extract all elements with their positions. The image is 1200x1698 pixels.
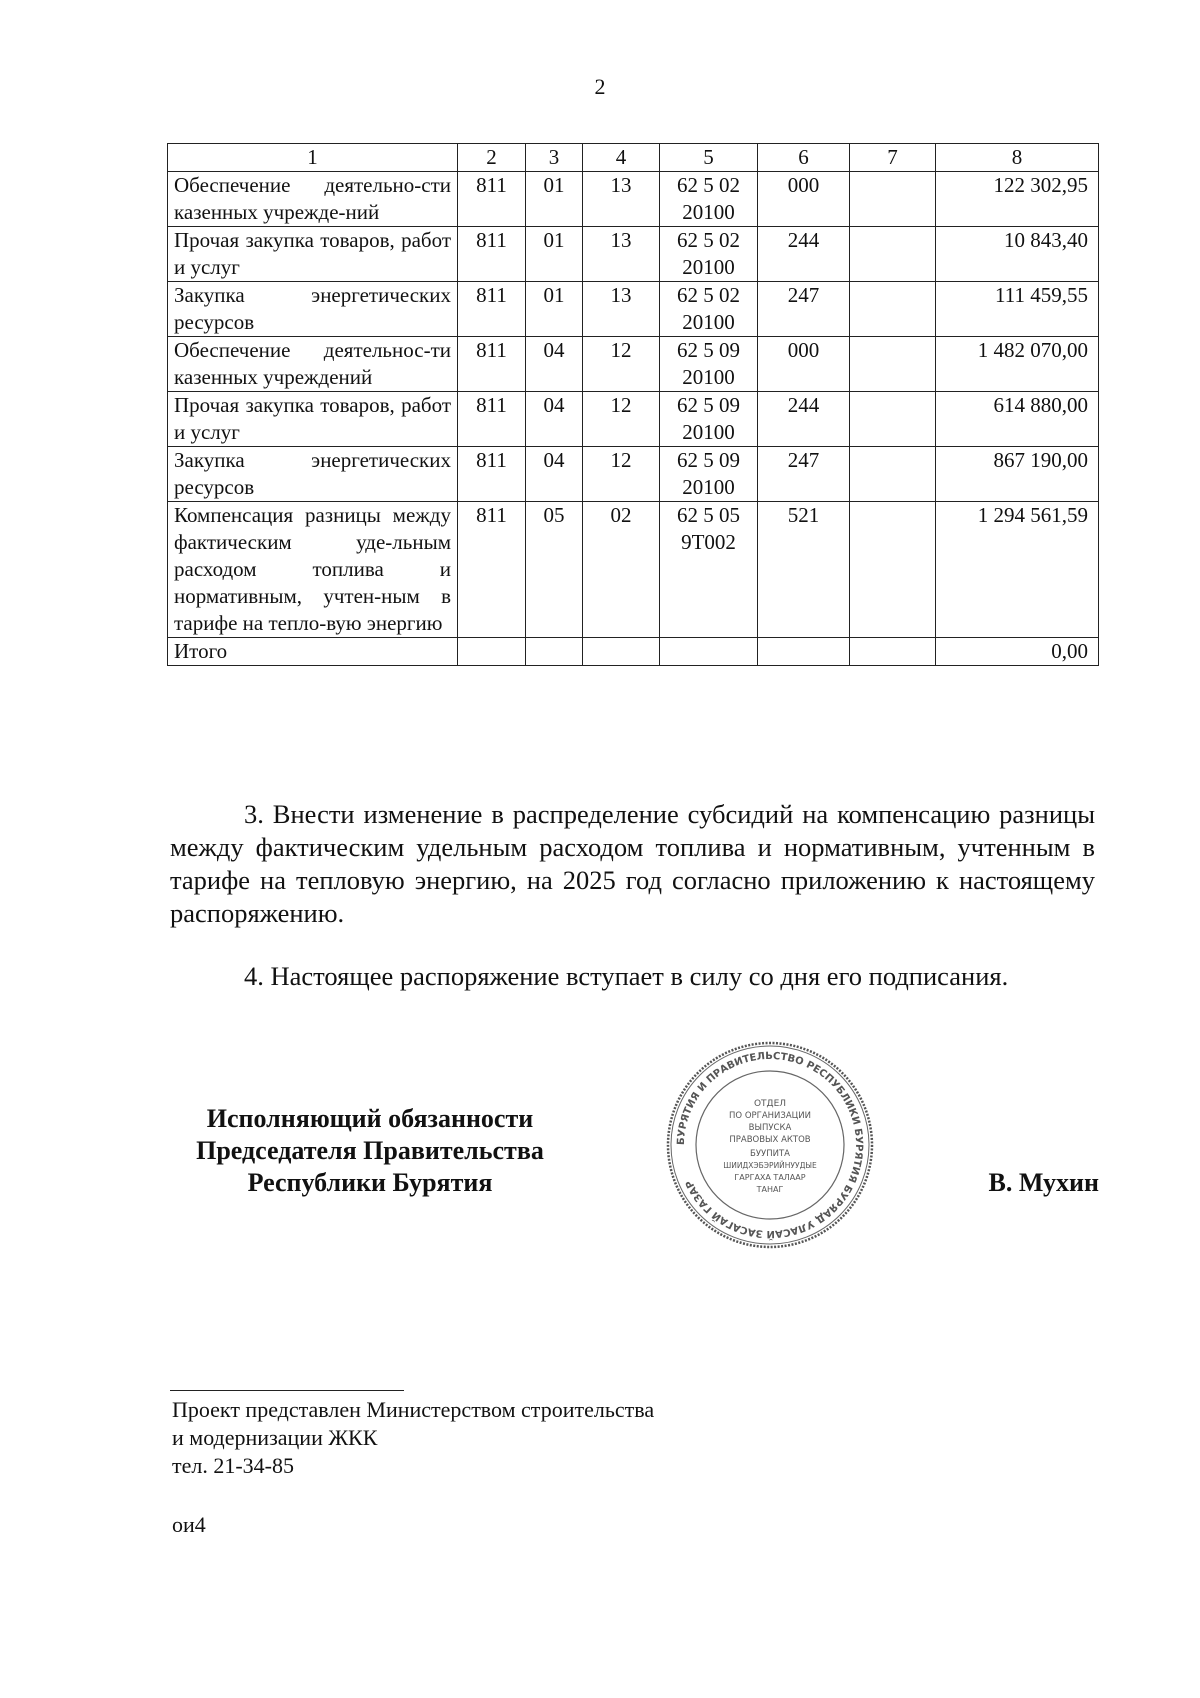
column-header: 7 bbox=[850, 144, 936, 172]
paragraph-3 bbox=[170, 798, 1095, 930]
cell-target bbox=[660, 282, 758, 337]
cell-subsection: 13 bbox=[583, 282, 660, 337]
cell-expense-type: 247 bbox=[758, 447, 850, 502]
footnote-line: тел. 21-34-85 bbox=[172, 1453, 295, 1478]
cell-subsection: 12 bbox=[583, 337, 660, 392]
row-name: Обеспечение деятельно-сти казенных учрежде-ний bbox=[168, 172, 458, 227]
column-header: 3 bbox=[526, 144, 583, 172]
signature-line: Исполняющий обязанности bbox=[206, 1104, 534, 1133]
cell-amount: 1 482 070,00 bbox=[936, 337, 1099, 392]
cell-section: 05 bbox=[526, 502, 583, 638]
stamp-inner-line: ШИИДХЭБЭРИЙНУУДЫЕ bbox=[723, 1161, 817, 1170]
column-header: 5 bbox=[660, 144, 758, 172]
paragraph-4-text: 4. Настоящее распоряжение вступает в силу со дня его подписания. bbox=[244, 961, 1009, 991]
column-header: 8 bbox=[936, 144, 1099, 172]
cell-target-part2: 20100 bbox=[682, 255, 735, 279]
cell-expense-type: 000 bbox=[758, 172, 850, 227]
footnote-line: и модернизации ЖКК bbox=[172, 1425, 378, 1450]
footnote-divider bbox=[170, 1390, 404, 1391]
cell-target bbox=[660, 392, 758, 447]
table-row bbox=[168, 282, 1099, 337]
total-value: 0,00 bbox=[936, 638, 1099, 666]
cell-target bbox=[660, 172, 758, 227]
cell-section: 01 bbox=[526, 227, 583, 282]
stamp-outer-text: БУРЯТИЯ И ПРАВИТЕЛЬСТВО РЕСПУБЛИКИ БУРЯТИЯ БУРЯАД УЛАСАЙ ЗАСАГАЙ ГАЗАР bbox=[675, 1050, 865, 1240]
cell-col7 bbox=[850, 392, 936, 447]
cell-target bbox=[660, 227, 758, 282]
table-header-row bbox=[168, 144, 1099, 172]
stamp-inner-line: БУУПИТА bbox=[750, 1149, 790, 1159]
cell-amount: 867 190,00 bbox=[936, 447, 1099, 502]
stamp-inner-line: ГАРГАХА ТАЛААР bbox=[734, 1173, 806, 1182]
budget-table bbox=[167, 143, 1099, 666]
cell-target-part1: 62 5 05 bbox=[677, 503, 740, 527]
cell-col7 bbox=[850, 502, 936, 638]
cell-expense-type: 247 bbox=[758, 282, 850, 337]
cell-target-part2: 9Т002 bbox=[681, 530, 736, 554]
cell-target-part2: 20100 bbox=[682, 365, 735, 389]
cell-amount: 614 880,00 bbox=[936, 392, 1099, 447]
paragraph-3-text: 3. Внести изменение в распределение субсидий на компенсацию разницы между фактическим удельным расходом топлива и нормативным, учтенным в тарифе на тепловую энергию, на 2025 год согласно приложению к настоящему распоряжению. bbox=[170, 799, 1095, 928]
cell-code: 811 bbox=[458, 337, 526, 392]
stamp-inner-line: ТАНАГ bbox=[756, 1185, 784, 1194]
table-row bbox=[168, 172, 1099, 227]
cell-col7 bbox=[850, 227, 936, 282]
table-row bbox=[168, 447, 1099, 502]
table-row bbox=[168, 392, 1099, 447]
cell-target-part1: 62 5 02 bbox=[677, 283, 740, 307]
cell-code: 811 bbox=[458, 392, 526, 447]
signer-name: В. Мухин bbox=[988, 1168, 1099, 1197]
cell-target-part2: 20100 bbox=[682, 420, 735, 444]
cell-code: 811 bbox=[458, 227, 526, 282]
cell-target-part1: 62 5 09 bbox=[677, 448, 740, 472]
stamp-inner-line: ПО ОРГАНИЗАЦИИ bbox=[729, 1111, 811, 1121]
cell-subsection: 02 bbox=[583, 502, 660, 638]
cell-expense-type: 000 bbox=[758, 337, 850, 392]
cell-target-part1: 62 5 02 bbox=[677, 173, 740, 197]
row-name: Закупка энергетических ресурсов bbox=[168, 282, 458, 337]
cell-section: 04 bbox=[526, 392, 583, 447]
table-row bbox=[168, 227, 1099, 282]
column-header: 1 bbox=[168, 144, 458, 172]
cell-amount: 10 843,40 bbox=[936, 227, 1099, 282]
signature-line: Председателя Правительства bbox=[196, 1136, 544, 1165]
cell-expense-type: 244 bbox=[758, 227, 850, 282]
total-label: Итого bbox=[168, 638, 458, 666]
cell-target-part1: 62 5 02 bbox=[677, 228, 740, 252]
cell-code: 811 bbox=[458, 447, 526, 502]
cell-col7 bbox=[850, 447, 936, 502]
signature-block bbox=[160, 1103, 580, 1199]
cell-code: 811 bbox=[458, 502, 526, 638]
official-stamp bbox=[665, 1040, 875, 1250]
cell-expense-type: 244 bbox=[758, 392, 850, 447]
row-name: Обеспечение деятельнос-ти казенных учреждений bbox=[168, 337, 458, 392]
signature-line: Республики Бурятия bbox=[247, 1168, 493, 1197]
footnote-line: Проект представлен Министерством строительства bbox=[172, 1397, 655, 1422]
cell-target-part1: 62 5 09 bbox=[677, 393, 740, 417]
table-total-row bbox=[168, 638, 1099, 666]
document-code: ои4 bbox=[172, 1512, 206, 1537]
cell-section: 01 bbox=[526, 172, 583, 227]
stamp-inner-line: ОТДЕЛ bbox=[753, 1099, 787, 1109]
cell-code: 811 bbox=[458, 282, 526, 337]
cell-subsection: 13 bbox=[583, 227, 660, 282]
cell-code: 811 bbox=[458, 172, 526, 227]
cell-expense-type: 521 bbox=[758, 502, 850, 638]
cell-subsection: 12 bbox=[583, 392, 660, 447]
cell-section: 04 bbox=[526, 337, 583, 392]
row-name: Закупка энергетических ресурсов bbox=[168, 447, 458, 502]
cell-amount: 111 459,55 bbox=[936, 282, 1099, 337]
cell-amount: 1 294 561,59 bbox=[936, 502, 1099, 638]
cell-amount: 122 302,95 bbox=[936, 172, 1099, 227]
cell-section: 04 bbox=[526, 447, 583, 502]
table-row bbox=[168, 502, 1099, 638]
paragraph-4 bbox=[170, 960, 1095, 993]
cell-subsection: 13 bbox=[583, 172, 660, 227]
column-header: 2 bbox=[458, 144, 526, 172]
row-name: Компенсация разницы между фактическим уде-льным расходом топлива и нормативным, учтен-ным в тарифе на тепло-вую энергию bbox=[168, 502, 458, 638]
cell-section: 01 bbox=[526, 282, 583, 337]
cell-col7 bbox=[850, 172, 936, 227]
row-name: Прочая закупка товаров, работ и услуг bbox=[168, 227, 458, 282]
cell-target-part2: 20100 bbox=[682, 310, 735, 334]
cell-target bbox=[660, 447, 758, 502]
footnote bbox=[172, 1396, 654, 1480]
cell-target-part1: 62 5 09 bbox=[677, 338, 740, 362]
stamp-inner-line: ПРАВОВЫХ АКТОВ bbox=[729, 1135, 811, 1145]
table-row bbox=[168, 337, 1099, 392]
cell-target-part2: 20100 bbox=[682, 475, 735, 499]
cell-subsection: 12 bbox=[583, 447, 660, 502]
row-name: Прочая закупка товаров, работ и услуг bbox=[168, 392, 458, 447]
column-header: 6 bbox=[758, 144, 850, 172]
cell-col7 bbox=[850, 282, 936, 337]
column-header: 4 bbox=[583, 144, 660, 172]
cell-target bbox=[660, 337, 758, 392]
stamp-inner-line: ВЫПУСКА bbox=[748, 1123, 792, 1133]
cell-target-part2: 20100 bbox=[682, 200, 735, 224]
cell-target bbox=[660, 502, 758, 638]
cell-col7 bbox=[850, 337, 936, 392]
page-number: 2 bbox=[594, 74, 606, 99]
